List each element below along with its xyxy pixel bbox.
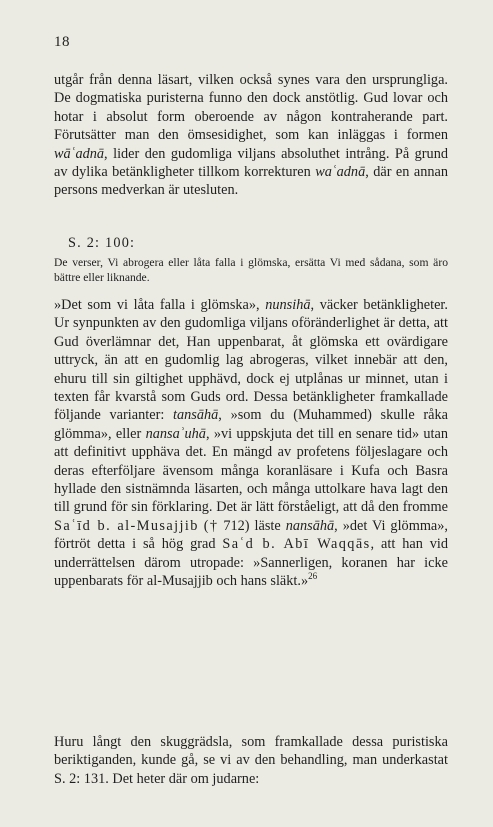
paragraph-1-text-b: , lider den gudomliga viljans absoluthet intrång. På grund av dylika betänkligheter tillkom korrekturen <box>54 145 448 181</box>
arabic-term-waadna-long: wāʿadnā <box>54 145 105 162</box>
person-name-said: Saʿīd b. al-Musajjib <box>54 517 199 534</box>
quote-reference: S. 2: 100: <box>68 235 136 251</box>
paragraph-2-text-a: »Det som vi låta falla i glömska», <box>54 297 266 313</box>
paragraph-1 <box>54 71 448 200</box>
footnote-marker: 26 <box>308 571 318 582</box>
arabic-term-nansaha: nansāhā <box>285 517 335 534</box>
paragraph-2 <box>54 296 448 591</box>
quote-text: De verser, Vi abrogera eller låta falla i glömska, ersätta Vi med sådana, som äro bättre eller liknande. <box>54 256 448 285</box>
paragraph-1-text-a: utgår från denna läsart, vilken också synes vara den ursprungliga. De dogmatiska puristerna funno den dock anstötlig. Gud lovar och hotar i absolut form oberoende av någon kontraherande part. Förutsätter man den ömsesidighet, som kan inläggas i formen <box>54 72 448 144</box>
paragraph-2-text-c: , »som du (Muhammed) skulle råka glömma», eller <box>54 407 448 442</box>
paragraph-2-text-f: , »det Vi glömma», förtröt detta i så hög grad <box>54 517 449 553</box>
page-number: 18 <box>54 34 70 50</box>
arabic-term-nansauha: nansaʾuhā <box>145 425 206 442</box>
paragraph-2-text-b: , väcker betänkligheter. Ur synpunkten av den gudomliga viljans oföränderlighet är detta, att Gud överlämnar det, Han uppenbarat, åt glömska ett ovärdigare uttryck, än att en gudomlig lag abrogeras, vilket innebär att den, ehuru till sin giltighet upphävd, dock ej utplånas ur minnet, utan i texten får kvarstå som Guds ord. Dessa betänkligheter framkallade följande varianter: <box>54 297 448 424</box>
person-name-sad: Saʿd b. Abī Waqqās <box>222 536 371 553</box>
arabic-term-tansaha: tansāhā <box>173 407 219 424</box>
paragraph-2-text-g: , att han vid underrättelsen därom utropade: »Sannerligen, koranen har icke uppenbarats för al-Musajjib och hans släkt.» <box>54 536 449 590</box>
paragraph-2-text-e: († 712) läste <box>198 517 286 534</box>
paragraph-2-text-d: , »vi uppskjuta det till en senare tid» utan att definitivt upphäva det. En mängd av profetens följeslagare och deras efterföljare ävensom många koranläsare i Kufa och Basra hyllade den sistnämnda läsarten, och många uttolkare hava lagt den till grund för sin förklaring. Det är lätt förståeligt, att då den fromme <box>54 425 449 516</box>
arabic-term-nunsiha: nunsihā <box>265 297 311 313</box>
arabic-term-waadna: waʿadnā <box>315 164 366 181</box>
paragraph-1-text-c: , där en annan persons medverkan är utesluten. <box>54 164 449 199</box>
paragraph-3: Huru långt den skuggrädsla, som framkallade dessa puristiska beriktiganden, kunde gå, se vi av den behandling, man underkastat S. 2: 131. Det heter där om judarne: <box>54 734 448 787</box>
